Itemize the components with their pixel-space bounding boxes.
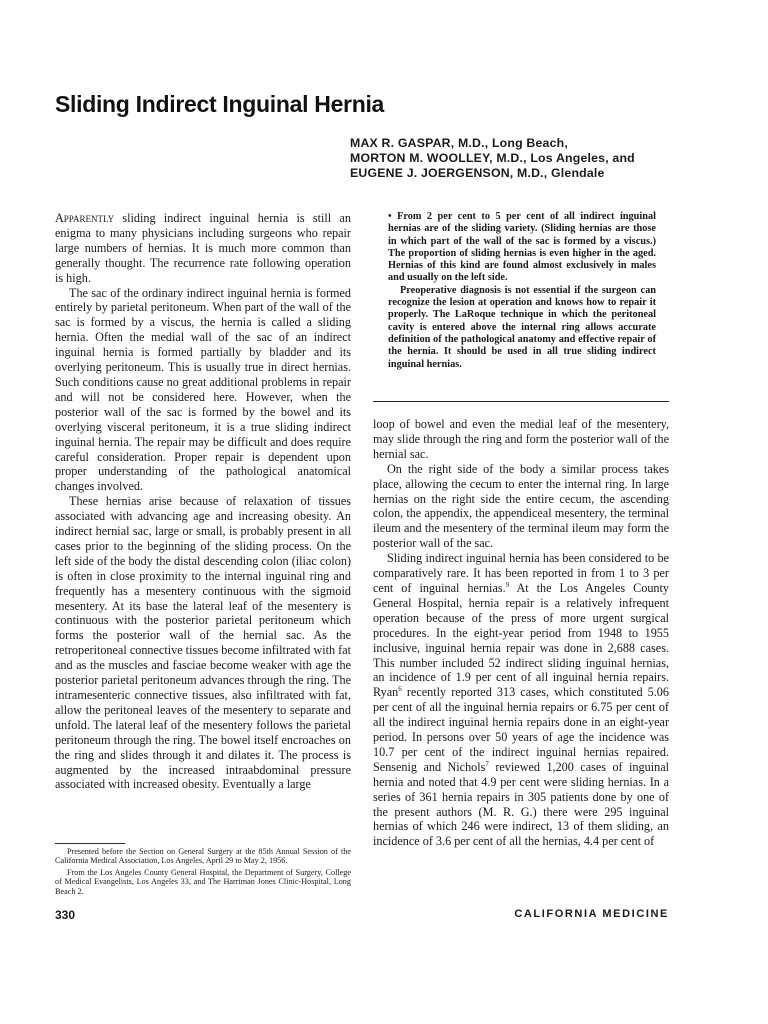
body-paragraph: loop of bowel and even the medial leaf of the mesentery, may slide through the ring and form the posterior wall of the hernial sac. (373, 417, 669, 461)
author-line: MAX R. GASPAR, M.D., Long Beach, (350, 136, 568, 150)
body-column-right (373, 417, 669, 849)
abstract-box (388, 211, 656, 371)
author-list (350, 136, 635, 181)
page-number: 330 (55, 908, 76, 922)
author-line: EUGENE J. JOERGENSON, M.D., Glendale (350, 166, 605, 180)
body-paragraph: Apparently sliding indirect inguinal hernia is still an enigma to many physicians including surgeons who repair large numbers of hernias. It is much more common than generally thought. The recurrence rate following operation is high. (55, 211, 351, 285)
journal-name: CALIFORNIA MEDICINE (514, 908, 669, 920)
lead-word: Apparently (55, 211, 115, 225)
body-paragraph: The sac of the ordinary indirect inguinal hernia is formed entirely by parietal peritoneum. When part of the wall of the sac is formed by a viscus, the hernia is called a sliding hernia. Often the medial wall of the sac of an indirect inguinal hernia is formed partially by bladder and its overlying peritoneum. This is usually true in direct hernias. Such conditions cause no great additional problems in repair and will not be considered here. However, when the posterior wall of the sac is formed by the bowel and its overlying visceral peritoneum, it is a true sliding indirect inguinal hernia. The repair may be difficult and does require careful consideration. Proper repair is dependent upon proper understanding of the pathological anatomical changes involved. (55, 285, 351, 494)
author-line: MORTON M. WOOLLEY, M.D., Los Angeles, and (350, 151, 635, 165)
reference-superscript: 7 (485, 759, 489, 768)
footnote-divider (55, 843, 125, 844)
reference-superscript: 6 (398, 685, 402, 694)
body-paragraph: These hernias arise because of relaxation of tissues associated with advancing age and increasing obesity. An indirect hernial sac, large or small, is probably present in all cases prior to the beginning of the sliding process. On the left side of the body the distal descending colon (iliac colon) is often in close proximity to the internal inguinal ring and frequently has a mesentery continuous with the sigmoid mesentery. At its base the lateral leaf of the mesentery is continuous with the posterior parietal peritoneum which forms the posterior wall of the hernial sac. As the retroperitoneal connective tissues become infiltrated with fat and as the muscles and fasciae become weaker with age the posterior parietal peritoneum advances through the ring. The intramesenteric connective tissues, also infiltrated with fat, allow the peritoneal leaves of the mesentery to separate and unfold. The lateral leaf of the mesentery follows the parietal peritoneum through the ring. The bowel itself encroaches on the ring and slides through it and dilates it. The process is augmented by the increased intraabdominal pressure associated with increased obesity. Eventually a large (55, 494, 351, 792)
body-paragraph: Sliding indirect inguinal hernia has been considered to be comparatively rare. It has been reported in from 1 to 3 per cent of inguinal hernias.$^9$ At the Los Angeles County General Hospital, hernia repair is a relatively infrequent operation because of the press of more urgent surgical procedures. In the eight-year period from 1948 to 1955 inclusive, inguinal hernia repair was done in 2,688 cases. This number included 52 indirect sliding inguinal hernias, an incidence of 1.9 per cent of all inguinal hernia repairs. Ryan$^6$ recently reported 313 cases, which constituted 5.06 per cent of all the inguinal hernia repairs or 6.75 per cent of all the indirect inguinal hernia repairs done in an eight-year period. In persons over 50 years of age the incidence was 10.7 per cent of the indirect inguinal hernias repaired. Sensenig and Nichols$^7$ reviewed 1,200 cases of inguinal hernia and noted that 4.9 per cent were sliding hernias. In a series of 361 hernia repairs in 305 patients done by one of the present authors (M. R. G.) there were 295 inguinal hernias of which 246 were indirect, 13 of them sliding, an incidence of 3.6 per cent of all the hernias, 4.4 per cent of (373, 551, 669, 849)
body-paragraph: On the right side of the body a similar process takes place, allowing the cecum to enter the internal ring. In large hernias on the right side the entire cecum, the ascending colon, the appendix, the appendiceal mesentery, the terminal ileum and the mesentery of the terminal ileum may form the posterior wall of the sac. (373, 461, 669, 551)
footnote: From the Los Angeles County General Hospital, the Department of Surgery, College of Medical Evangelists, Los Angeles 33, and The Harriman Jones Clinic-Hospital, Long Beach 2. (55, 867, 351, 896)
abstract-paragraph: Preoperative diagnosis is not essential if the surgeon can recognize the lesion at operation and knows how to repair it properly. The LaRoque technique in which the peritoneal cavity is entered above the internal ring allows accurate definition of the pathological anatomy and effective repair of the hernia. It should be used in all true sliding indirect inguinal hernias. (388, 284, 656, 370)
body-column-left (55, 211, 351, 792)
abstract-divider (373, 401, 669, 402)
reference-superscript: 9 (505, 580, 510, 589)
footnote: Presented before the Section on General Surgery at the 85th Annual Session of the California Medical Association, Los Angeles, April 29 to May 2, 1956. (55, 847, 351, 866)
footnotes (55, 847, 351, 898)
abstract-paragraph: • From 2 per cent to 5 per cent of all indirect inguinal hernias are of the sliding variety. (Sliding hernias are those in which part of the wall of the sac is formed by a viscus.) The proportion of sliding hernias is even higher in the aged. Hernias of this kind are found almost exclusively in males and usually on the left side. (388, 211, 656, 284)
article-title: Sliding Indirect Inguinal Hernia (55, 91, 385, 117)
